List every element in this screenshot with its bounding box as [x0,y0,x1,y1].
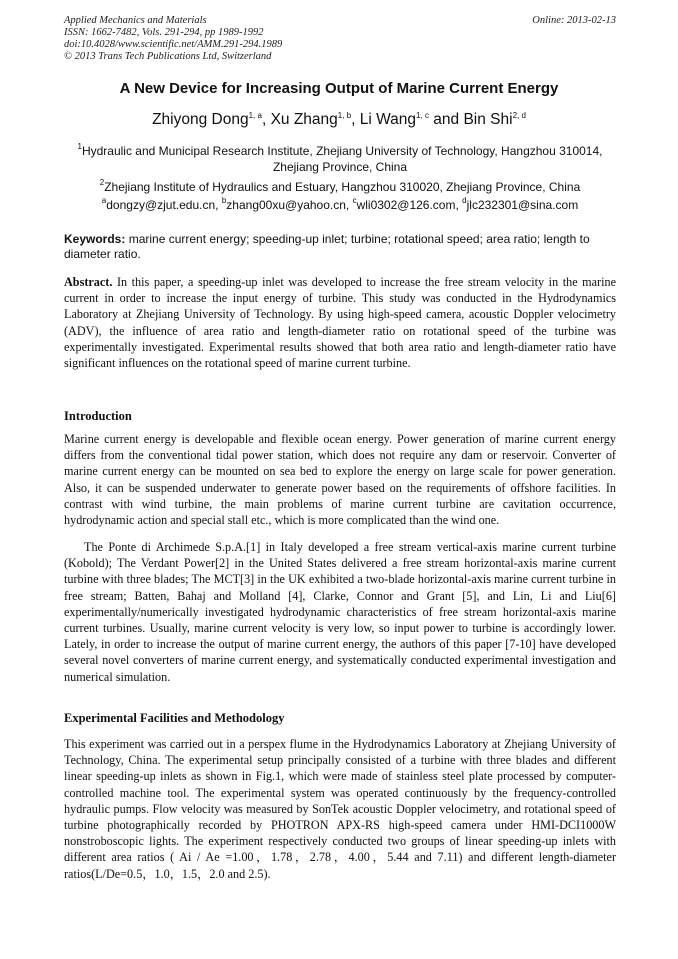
author-superscript: 1, b [337,111,352,120]
affiliation-2: $^2$Zhejiang Institute of Hydraulics and Estuary, Hangzhou 310020, Zhejiang Province, China [99,178,581,194]
journal-copyright: © 2013 Trans Tech Publications Ltd, Switzerland [64,51,272,62]
author-name: Bin Shi [463,111,513,128]
author-name: Zhiyong Dong [152,111,249,128]
keywords [64,232,620,262]
abstract-text: In this paper, a speeding-up inlet was developed to increase the free stream velocity in the marine current in order to increase the input energy of turbine. This study was conducted in the Hydrodynamics Laboratory at Zhejiang University of Technology. By using high-speed camera, acoustic Doppler velocimetry (ADV), the influence of area ratio and length-diameter ratio on rotational speed of the turbine was experimentally investigated. Experimental results showed that both area ratio and length-diameter ratio have significant influences on the rotational speed of marine current turbine. [64,275,616,371]
section-heading-experimental: Experimental Facilities and Methodology [64,711,285,725]
author-superscript: 1, a [248,111,262,120]
author-superscript: 1, c [416,111,429,120]
journal-issn: ISSN: 1662-7482, Vols. 291-294, pp 1989-1992 [64,27,264,38]
keywords-label: Keywords: [64,232,126,246]
abstract [64,274,616,371]
experimental-paragraph: This experiment was carried out in a perspex flume in the Hydrodynamics Laboratory at Zhejiang University of Technology, China. The experimental setup principally consisted of a turbine with three blades and different linear speeding-up inlets as shown in Fig.1, which were made of stainless steel plate processed by computer-controlled machine tool. The experimental system was operated continuously by the frequency-controlled hydraulic pumps. Flow velocity was measured by SonTek acoustic Doppler velocimetry, and rotational speed of turbine photographically recorded by PHOTRON APX-RS high-speed camera under HMI-DCI1000W nonstroboscopic lights. The experiment respectively conducted two groups of linear speeding-up inlets with different area ratios ( Ai / Ae =1.00，1.78，2.78，4.00，5.44 and 7.11) and different length-diameter ratios(L/De=0.5，1.0，1.5，2.0 and 2.5). [64,737,616,881]
keywords-text: marine current energy; speeding-up inlet; turbine; rotational speed; area ratio; length to diameter ratio. [64,232,590,261]
section-heading-introduction: Introduction [64,409,132,423]
introduction-paragraph-1: Marine current energy is developable and flexible ocean energy. Power generation of marine current energy differs from the conventional tidal power station, which does not require any dam or reservoir. Converter of marine current energy can be mounted on sea bed to explore the energy on large scale for power generation. Also, it can be suspended underwater to generate power based on the requirements of offshore facilities. In contrast with wind turbine, the main problems of marine current turbine are cavitation occurrence, hydrodynamic action and special stall etc., which is more complicated than the wind one. [64,432,616,528]
introduction-paragraph-2: The Ponte di Archimede S.p.A.[1] in Italy developed a free stream vertical-axis marine current turbine (Kobold); The Verdant Power[2] in the United States delivered a free stream horizontal-axis marine current turbine with three blades; The MCT[3] in the UK exhibited a two-blade horizontal-axis marine current turbine in free stream; Batten, Bahaj and Molland [4], Clarke, Connor and Grant [5], and Lin, Li and Liu[6] experimentally/numerically investigated hydrodynamic characteristics of free stream horizontal-axis marine current turbines. Usually, marine current velocity is very low, so input power to turbine is accordingly lower. Lately, in order to increase the output of marine current energy, the authors of this paper [7-10] have developed several novel converters of marine current energy, and systematically conducted experimental investigation and numerical simulation. [64,540,616,684]
abstract-label: Abstract. [64,275,113,289]
journal-header [64,15,616,63]
affiliation-1: $^1$Hydraulic and Municipal Research Institute, Zhejiang University of Technology, Hangzhou 310014, Zhejiang Province, China [77,142,603,174]
author-superscript: 2, d [512,111,526,120]
journal-doi: doi:10.4028/www.scientific.net/AMM.291-294.1989 [64,39,283,50]
author-name: Xu Zhang [270,111,338,128]
author-emails: $^a$dongzy@zjut.edu.cn, $^b$zhang00xu@yahoo.cn, $^c$wli0302@126.com, $^d$jlc232301@sina.com [101,196,579,212]
journal-name: Applied Mechanics and Materials [64,15,207,26]
author-name: Li Wang [359,111,417,128]
online-date: Online: 2013-02-13 [532,15,616,26]
author-list: Zhiyong Dong$^{1, a}$, Xu Zhang$^{1, b}$, Li Wang$^{1, c}$ and Bin Shi$^{2, d}$ [152,111,526,128]
paper-title: A New Device for Increasing Output of Marine Current Energy [119,80,559,97]
